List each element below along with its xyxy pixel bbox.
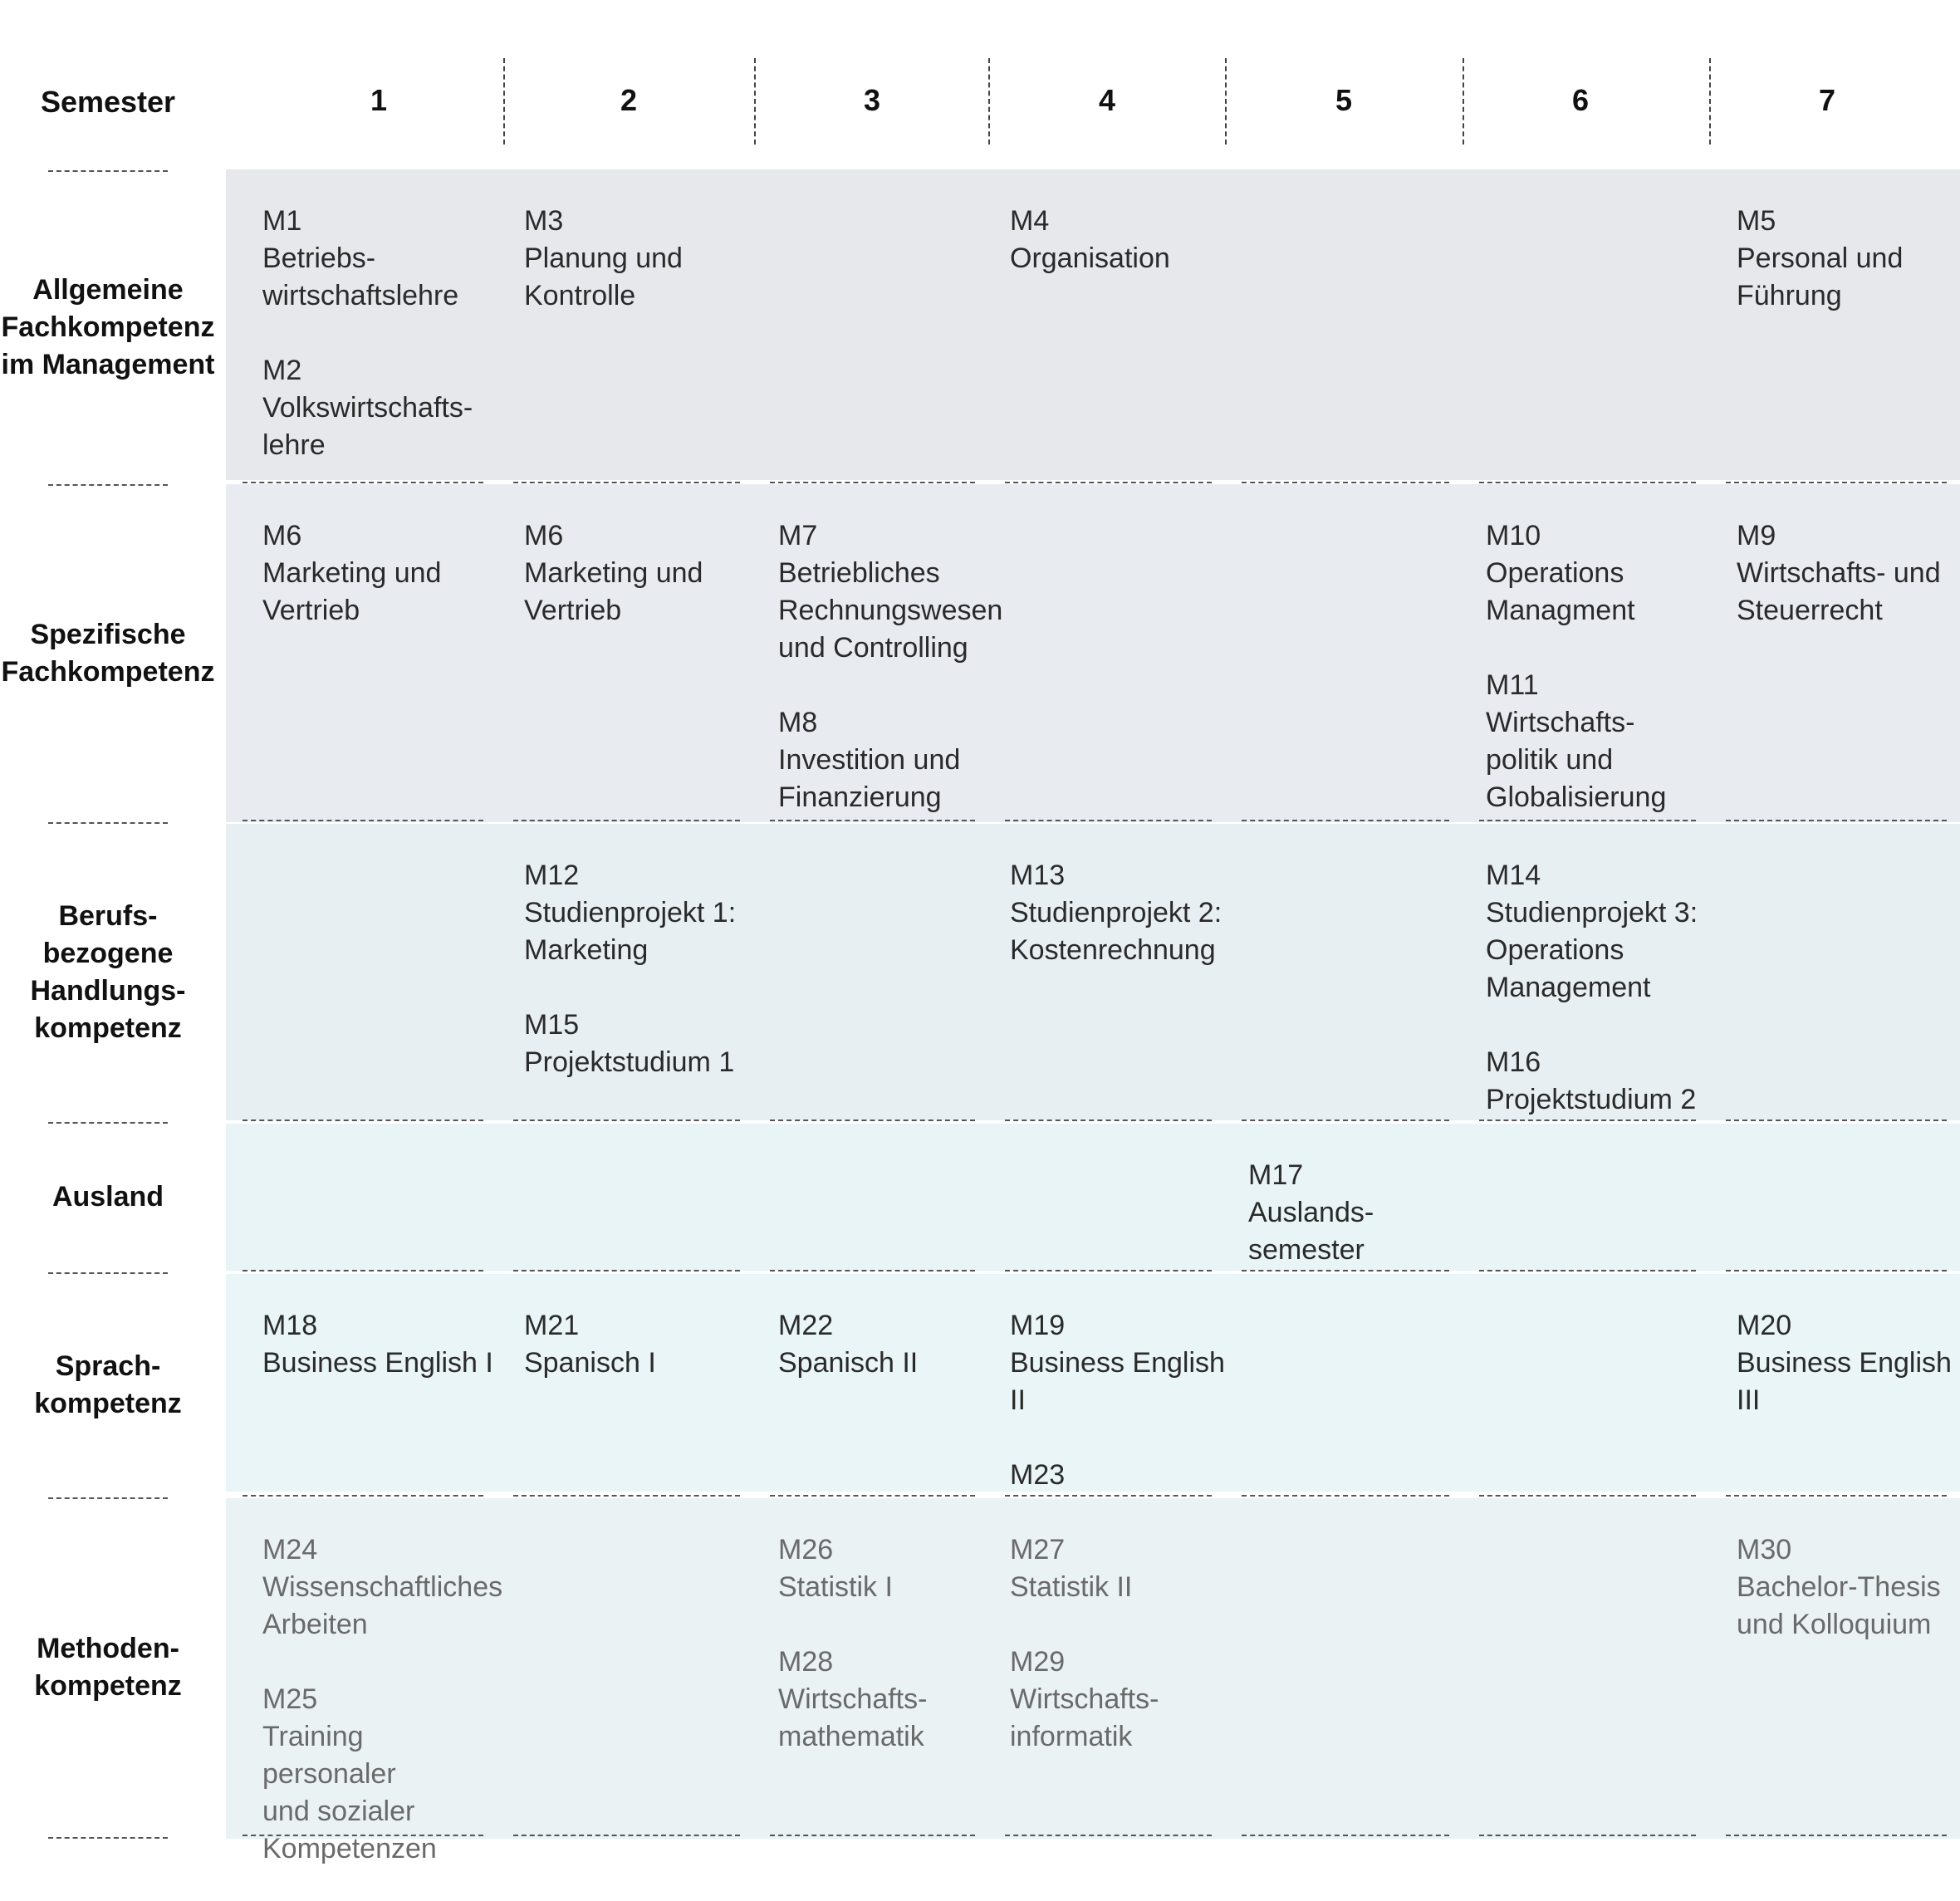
module-code: M21 — [524, 1310, 580, 1341]
module-entry — [778, 517, 1003, 667]
module-entry — [1737, 517, 1960, 630]
module-cell — [1010, 1531, 1225, 1756]
module-name: Volkswirtschafts- lehre — [262, 392, 473, 461]
module-name: Personal und Führung — [1737, 243, 1904, 311]
module-code: M13 — [1010, 860, 1066, 891]
semester-number-6: 6 — [1571, 83, 1590, 117]
module-name: Wirtschafts- und Steuerrecht — [1737, 557, 1941, 626]
module-entry — [524, 1007, 753, 1081]
cell-separator — [770, 1835, 975, 1836]
module-code: M29 — [1010, 1646, 1066, 1678]
module-name: Business English II — [1010, 1347, 1225, 1416]
module-entry — [262, 1307, 497, 1382]
cell-separator — [770, 1495, 975, 1497]
module-entry — [1010, 1644, 1225, 1756]
module-entry — [1010, 1531, 1225, 1606]
label-separator — [48, 1837, 168, 1839]
label-separator — [48, 1272, 168, 1274]
cell-separator — [770, 1120, 975, 1121]
cell-separator — [1479, 820, 1696, 821]
module-code: M2 — [262, 355, 302, 386]
module-name: Auslands- semester — [1248, 1197, 1374, 1266]
row-label-text: Spezifische Fachkompetenz — [1, 618, 215, 688]
module-code: M28 — [778, 1646, 834, 1678]
module-name: Projektstudium 1 — [524, 1046, 735, 1078]
module-entry — [1737, 203, 1960, 315]
cell-separator — [513, 820, 740, 821]
module-name: Bachelor-Thesis und Kolloquium — [1737, 1571, 1941, 1640]
module-code: M6 — [524, 520, 564, 551]
module-cell — [262, 517, 497, 630]
module-name: Spanisch I — [524, 1347, 656, 1379]
row-label — [0, 822, 216, 1122]
row-label-text: Allgemeine Fachkompetenz im Management — [1, 273, 215, 380]
module-name: Marketing und Vertrieb — [524, 557, 703, 626]
module-entry — [262, 517, 497, 630]
module-code: M20 — [1737, 1310, 1792, 1341]
cell-separator — [1005, 1495, 1212, 1497]
module-name: Wirtschafts- informatik — [1010, 1683, 1159, 1752]
module-name: Organisation — [1010, 243, 1170, 274]
row-label — [0, 1272, 216, 1497]
cell-separator — [1005, 1120, 1212, 1121]
module-code: M12 — [524, 860, 580, 891]
module-cell — [1486, 517, 1709, 816]
module-cell — [524, 517, 753, 630]
module-code: M24 — [262, 1534, 318, 1565]
cell-separator — [1242, 1120, 1449, 1121]
module-cell — [524, 203, 753, 315]
header-divider — [754, 58, 756, 145]
module-entry — [1010, 1307, 1225, 1419]
module-code: M10 — [1486, 520, 1541, 551]
cell-separator — [1479, 1495, 1696, 1497]
label-separator — [48, 484, 168, 486]
row-label — [0, 484, 216, 822]
module-entry — [262, 1531, 503, 1644]
cell-separator — [1242, 1495, 1449, 1497]
module-code: M7 — [778, 520, 818, 551]
cell-separator — [1726, 1270, 1947, 1271]
cell-separator — [1726, 1495, 1947, 1497]
module-entry — [778, 1307, 988, 1382]
label-separator — [48, 822, 168, 824]
cell-separator — [513, 1495, 740, 1497]
module-code: M17 — [1248, 1159, 1304, 1191]
module-code: M8 — [778, 707, 818, 738]
header-divider — [988, 58, 990, 145]
module-entry — [524, 857, 753, 969]
semester-number-5: 5 — [1335, 83, 1353, 117]
module-code: M5 — [1737, 205, 1776, 237]
row-label-text: Sprach- kompetenz — [34, 1350, 182, 1419]
label-separator — [48, 170, 168, 172]
module-code: M16 — [1486, 1046, 1541, 1078]
cell-separator — [1005, 482, 1212, 483]
module-name: Studienprojekt 1: Marketing — [524, 897, 737, 966]
cell-separator — [243, 820, 483, 821]
module-name: Marketing und Vertrieb — [262, 557, 442, 626]
module-name: Betriebs- wirtschaftslehre — [262, 243, 459, 311]
module-entry — [262, 1681, 497, 1868]
module-cell — [1010, 203, 1225, 277]
module-name: Spanisch II — [778, 1347, 919, 1379]
module-code: M22 — [778, 1310, 834, 1341]
module-name: Wirtschafts- mathematik — [778, 1683, 928, 1752]
semester-number-3: 3 — [863, 83, 881, 117]
module-code: M14 — [1486, 860, 1541, 891]
module-entry — [1486, 667, 1709, 816]
module-code: M18 — [262, 1310, 318, 1341]
cell-separator — [1242, 1270, 1449, 1271]
module-entry — [1486, 857, 1709, 1007]
semester-number-4: 4 — [1098, 83, 1116, 117]
semester-number-7: 7 — [1818, 83, 1836, 117]
module-code: M3 — [524, 205, 564, 237]
module-name: Studienprojekt 2: Kostenrechnung — [1010, 897, 1223, 966]
module-entry — [1010, 857, 1225, 969]
cell-separator — [243, 1120, 483, 1121]
module-code: M6 — [262, 520, 302, 551]
cell-separator — [1479, 1120, 1696, 1121]
module-name: Statistik I — [778, 1571, 893, 1603]
cell-separator — [243, 482, 483, 483]
module-name: Wirtschafts- politik und Globalisierung — [1486, 707, 1667, 813]
module-cell — [262, 1531, 503, 1868]
cell-separator — [243, 1495, 483, 1497]
cell-separator — [513, 1120, 740, 1121]
module-name: Training personaler und sozialer Kompetenzen — [262, 1721, 437, 1864]
module-name: Studienprojekt 3: Operations Management — [1486, 897, 1698, 1003]
module-cell — [1737, 517, 1960, 630]
cell-separator — [1726, 1120, 1947, 1121]
module-name: Planung und Kontrolle — [524, 243, 683, 311]
module-name: Wissenschaftliches Arbeiten — [262, 1571, 503, 1640]
semester-number-1: 1 — [370, 83, 388, 117]
module-entry — [778, 1644, 988, 1756]
module-code: M27 — [1010, 1534, 1066, 1565]
module-cell — [1248, 1157, 1463, 1269]
module-cell — [778, 517, 1003, 816]
module-cell — [262, 1307, 497, 1382]
cell-separator — [1005, 820, 1212, 821]
header-divider — [1463, 58, 1464, 145]
cell-separator — [770, 820, 975, 821]
module-entry — [1737, 1531, 1960, 1644]
module-entry — [778, 1531, 988, 1606]
module-name: Betriebliches Rechnungswesen und Controlling — [778, 557, 1003, 664]
cell-separator — [513, 1835, 740, 1836]
header-divider — [503, 58, 505, 145]
label-separator — [48, 1122, 168, 1124]
module-name: Projektstudium 2 — [1486, 1084, 1697, 1115]
module-name: Business English III — [1737, 1347, 1952, 1416]
module-entry — [1486, 517, 1709, 630]
semester-header-label: Semester — [40, 85, 176, 119]
cell-separator — [1242, 1835, 1449, 1836]
row-label — [0, 1497, 216, 1837]
row-label — [0, 170, 216, 484]
module-cell — [1010, 857, 1225, 969]
module-cell — [262, 203, 497, 464]
module-entry — [1010, 203, 1225, 277]
module-code: M30 — [1737, 1534, 1792, 1565]
header-divider — [1225, 58, 1227, 145]
cell-separator — [1479, 1835, 1696, 1836]
cell-separator — [770, 482, 975, 483]
module-entry — [1737, 1307, 1960, 1419]
row-band — [226, 1124, 1960, 1271]
module-name: Business English I — [262, 1347, 493, 1379]
module-code: M26 — [778, 1534, 834, 1565]
cell-separator — [770, 1270, 975, 1271]
cell-separator — [243, 1835, 483, 1836]
module-name: Investition und Finanzierung — [778, 744, 961, 813]
module-name: Operations Managment — [1486, 557, 1635, 626]
module-cell — [1737, 203, 1960, 315]
label-separator — [48, 1497, 168, 1499]
cell-separator — [1726, 820, 1947, 821]
module-code: M4 — [1010, 205, 1050, 237]
cell-separator — [243, 1270, 483, 1271]
module-code: M1 — [262, 205, 302, 237]
cell-separator — [1242, 820, 1449, 821]
module-code: M9 — [1737, 520, 1776, 551]
header-divider — [1709, 58, 1711, 145]
semester-number-2: 2 — [620, 83, 638, 117]
row-label-text: Ausland — [51, 1181, 164, 1213]
module-name: Statistik II — [1010, 1571, 1133, 1603]
cell-separator — [1242, 482, 1449, 483]
module-cell — [1486, 857, 1709, 1119]
cell-separator — [1005, 1835, 1212, 1836]
module-entry — [262, 203, 497, 315]
module-entry — [1486, 1044, 1709, 1119]
cell-separator — [1726, 482, 1947, 483]
module-code: M15 — [524, 1009, 580, 1041]
row-label — [0, 1122, 216, 1272]
module-code: M19 — [1010, 1310, 1066, 1341]
module-cell — [524, 1307, 753, 1382]
cell-separator — [1005, 1270, 1212, 1271]
module-entry — [262, 352, 497, 464]
cell-separator — [513, 1270, 740, 1271]
module-cell — [778, 1531, 988, 1756]
cell-separator — [1479, 1270, 1696, 1271]
cell-separator — [1479, 482, 1696, 483]
module-entry — [524, 517, 753, 630]
module-code: M25 — [262, 1683, 318, 1715]
module-entry — [524, 1307, 753, 1382]
module-code: M11 — [1486, 669, 1539, 701]
module-entry — [524, 203, 753, 315]
module-entry — [1248, 1157, 1463, 1269]
module-cell — [1737, 1531, 1960, 1644]
cell-separator — [1726, 1835, 1947, 1836]
module-code: M23 — [1010, 1459, 1066, 1491]
module-cell — [1737, 1307, 1960, 1419]
row-label-text: Berufs- bezogene Handlungs- kompetenz — [30, 899, 186, 1044]
module-entry — [778, 704, 988, 816]
module-cell — [524, 857, 753, 1081]
row-label-text: Methoden- kompetenz — [34, 1632, 182, 1702]
cell-separator — [513, 482, 740, 483]
module-cell — [778, 1307, 988, 1382]
